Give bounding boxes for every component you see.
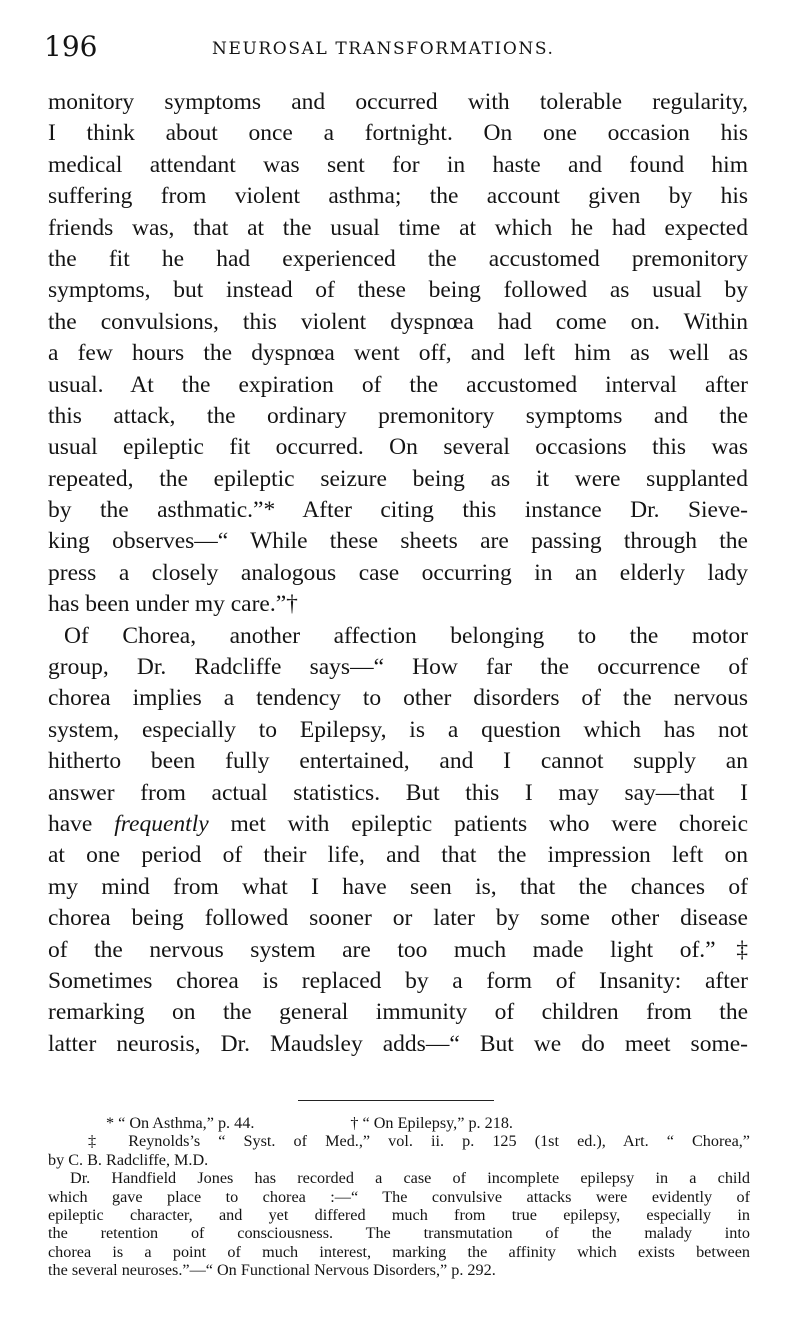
text-line: by the asthmatic.”* After citing this instance Dr. Sieve- [48,497,748,524]
text-line: king observes—“ While these sheets are passing through the [48,528,748,555]
body-text [48,87,748,1060]
text-line: group, Dr. Radcliffe says—“ How far the occurrence of [48,654,748,681]
footnote-line: by C. B. Radcliffe, M.D. [48,1150,209,1169]
text-fragment: have [48,810,93,837]
text-line: I think about once a fortnight. On one occasion his [48,120,748,147]
text-line: monitory symptoms and occurred with tolerable regularity, [48,89,748,115]
footnote-line: ‡ Reynolds’s “ Syst. of Med.,” vol. ii. p. 125 (1st ed.), Art. “ Chorea,” [88,1132,750,1151]
footnote-line: epileptic character, and yet differed much from true epilepsy, especially in [48,1205,750,1224]
text-line: latter neurosis, Dr. Maudsley adds—“ But we do meet some- [48,1030,748,1057]
footnote-line: the several neuroses.”—“ On Functional Nervous Disorders,” p. 292. [48,1261,496,1280]
text-line: Sometimes chorea is replaced by a form of Insanity: after [48,967,748,994]
text-fragment: met with epileptic patients who were choreic [230,810,748,837]
text-line: my mind from what I have seen is, that the chances of [48,873,748,900]
footnote-line: which gave place to chorea :—“ The convulsive attacks were evidently of [48,1187,750,1206]
text-line: system, especially to Epilepsy, is a question which has not [48,716,748,743]
text-line: at one period of their life, and that the impression left on [48,842,748,869]
text-line: press a closely analogous case occurring in an elderly lady [48,559,748,586]
emphasized-word: frequently [114,810,209,837]
text-line: hitherto been fully entertained, and I cannot supply an [48,748,748,775]
text-line: the convulsions, this violent dyspnœa had come on. Within [48,308,748,335]
text-line: usual. At the expiration of the accustomed interval after [48,371,748,398]
footnote-line: the retention of consciousness. The transmutation of the malady into [48,1224,750,1243]
text-line: a few hours the dyspnœa went off, and left him as well as [48,340,748,367]
text-line: remarking on the general immunity of children from the [48,999,748,1026]
text-line: chorea being followed sooner or later by some other disease [48,905,748,932]
footnotes [48,1114,750,1280]
footnote-dagger: † “ On Epilepsy,” p. 218. [350,1114,513,1132]
footnote-row [48,1114,750,1132]
text-line: friends was, that at the usual time at which he had expected [48,214,748,241]
text-line: medical attendant was sent for in haste and found him [48,151,748,178]
footnote-rule [298,1100,494,1101]
footnote-line: Dr. Handfield Jones has recorded a case of incomplete epilepsy in a child [70,1169,750,1188]
page-number: 196 [44,30,98,63]
running-title: NEUROSAL TRANSFORMATIONS. [212,39,555,59]
page-header [44,30,744,64]
text-line: chorea implies a tendency to other disorders of the nervous [48,685,748,712]
text-line: the fit he had experienced the accustomed premonitory [48,245,748,272]
text-line: suffering from violent asthma; the account given by his [48,183,748,210]
footnote-asterisk: * “ On Asthma,” p. 44. [106,1114,255,1132]
text-line-with-emphasis [48,809,748,840]
text-line: this attack, the ordinary premonitory symptoms and the [48,402,748,429]
text-line: usual epileptic fit occurred. On several occasions this was [48,434,748,461]
text-line: repeated, the epileptic seizure being as it were supplanted [48,465,748,492]
text-line: of the nervous system are too much made light of.”‡ [48,936,748,963]
text-line: Of Chorea, another affection belonging to the motor [64,622,748,649]
text-line: symptoms, but instead of these being followed as usual by [48,277,748,304]
text-line: has been under my care.”† [48,591,298,618]
footnote-line: chorea is a point of much interest, marking the affinity which exists between [48,1242,750,1261]
text-line: answer from actual statistics. But this I may say—that I [48,779,748,806]
